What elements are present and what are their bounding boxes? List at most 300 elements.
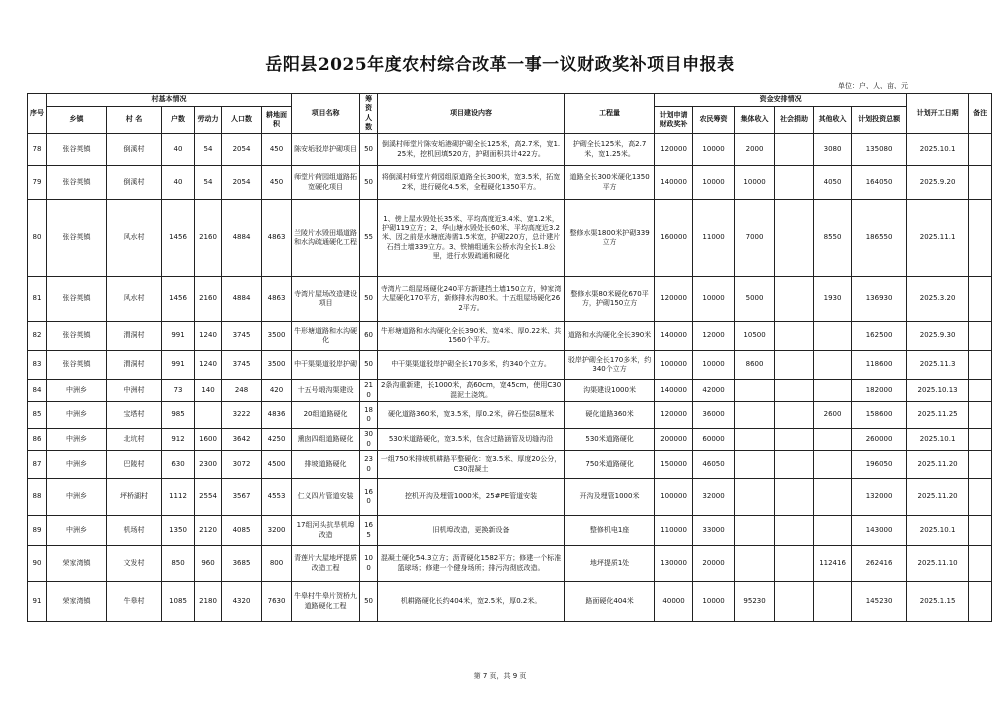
- cell-other: [814, 451, 852, 479]
- cell-content: 将倒溪村师堂片荷园组原道路全长300米，宽3.5米，拓宽2米，进行硬化4.5米，全程硬化1350平方。: [378, 166, 565, 200]
- cell-collective: 8600: [735, 351, 775, 380]
- cell-total: 164050: [852, 166, 907, 200]
- cell-labor: [195, 402, 222, 429]
- cell-note: [969, 546, 992, 582]
- cell-raised: 210: [360, 380, 378, 402]
- cell-quantity: 道路和水沟硬化全长390米: [565, 322, 655, 351]
- cell-raised: 50: [360, 277, 378, 322]
- cell-content: 1、傍上屋水毁处长35米、平均高度近3.4米、宽1.2米，护砌119立方；2、华山塘水毁处长60米、平均高度近3.2米、因之前是水塘底涛需1.5米宽，护砌220方，总计建片石挡土墙339立方。3、铁铺组通朱公桥水沟全长1.8公里，进行水毁疏通和硬化: [378, 200, 565, 277]
- cell-fiscal: 130000: [655, 546, 693, 582]
- header-labor: 劳动力: [195, 107, 222, 134]
- cell-households: 40: [162, 134, 195, 166]
- cell-quantity: 硬化道路360米: [565, 402, 655, 429]
- cell-seq: 91: [28, 582, 47, 622]
- cell-village: 牛皋村: [107, 582, 162, 622]
- cell-start-date: 2025.11.20: [907, 451, 969, 479]
- cell-labor: 1240: [195, 322, 222, 351]
- header-quantity: 工程量: [565, 94, 655, 134]
- cell-quantity: 路面硬化404米: [565, 582, 655, 622]
- cell-note: [969, 402, 992, 429]
- cell-quantity: 整修机电1座: [565, 516, 655, 546]
- cell-project-name: 排坡道路硬化: [292, 451, 360, 479]
- header-households: 户数: [162, 107, 195, 134]
- cell-households: 985: [162, 402, 195, 429]
- cell-donation: [775, 516, 814, 546]
- cell-seq: 88: [28, 479, 47, 516]
- cell-seq: 89: [28, 516, 47, 546]
- cell-fiscal: 100000: [655, 479, 693, 516]
- cell-village: 风水村: [107, 200, 162, 277]
- cell-fiscal: 100000: [655, 351, 693, 380]
- cell-seq: 78: [28, 134, 47, 166]
- cell-farmer: 46050: [693, 451, 735, 479]
- cell-start-date: 2025.11.3: [907, 351, 969, 380]
- header-farmland: 耕地面积: [262, 107, 292, 134]
- cell-town: 荣家湾镇: [47, 546, 107, 582]
- cell-labor: 2160: [195, 200, 222, 277]
- cell-population: 4884: [222, 277, 262, 322]
- cell-farmland: 3500: [262, 322, 292, 351]
- cell-collective: [735, 516, 775, 546]
- cell-other: [814, 516, 852, 546]
- cell-farmer: 10000: [693, 351, 735, 380]
- cell-total: 135080: [852, 134, 907, 166]
- cell-donation: [775, 200, 814, 277]
- cell-population: 3567: [222, 479, 262, 516]
- cell-project-name: 仁义四片管道安装: [292, 479, 360, 516]
- cell-collective: [735, 429, 775, 451]
- cell-town: 中洲乡: [47, 451, 107, 479]
- cell-labor: 2120: [195, 516, 222, 546]
- cell-content: 一组750米排坡机耕路平整硬化：宽3.5米、厚度20公分，C30混凝土: [378, 451, 565, 479]
- cell-total: 118600: [852, 351, 907, 380]
- cell-fiscal: 120000: [655, 134, 693, 166]
- unit-label: 单位：户、人、亩、元: [838, 82, 908, 90]
- cell-start-date: 2025.9.20: [907, 166, 969, 200]
- page-title: 岳阳县2025年度农村综合改革一事一议财政奖补项目申报表: [265, 55, 735, 75]
- cell-note: [969, 200, 992, 277]
- cell-population: 4884: [222, 200, 262, 277]
- table-row: [28, 546, 992, 582]
- cell-project-name: 青莲片大屋地坪提质改造工程: [292, 546, 360, 582]
- cell-project-name: 熏囱四组道路硬化: [292, 429, 360, 451]
- cell-content: 旧机埠改造，更换新设备: [378, 516, 565, 546]
- cell-farmland: 4836: [262, 402, 292, 429]
- cell-labor: 140: [195, 380, 222, 402]
- cell-seq: 86: [28, 429, 47, 451]
- cell-labor: 1240: [195, 351, 222, 380]
- header-population: 人口数: [222, 107, 262, 134]
- cell-town: 张谷英镇: [47, 200, 107, 277]
- cell-population: 2054: [222, 166, 262, 200]
- cell-total: 262416: [852, 546, 907, 582]
- cell-donation: [775, 582, 814, 622]
- cell-town: 张谷英镇: [47, 322, 107, 351]
- header-town: 乡镇: [47, 107, 107, 134]
- cell-start-date: 2025.11.1: [907, 200, 969, 277]
- table-row: [28, 380, 992, 402]
- cell-town: 荣家湾镇: [47, 582, 107, 622]
- cell-town: 中洲乡: [47, 402, 107, 429]
- cell-labor: 2300: [195, 451, 222, 479]
- cell-collective: 7000: [735, 200, 775, 277]
- cell-donation: [775, 479, 814, 516]
- cell-seq: 84: [28, 380, 47, 402]
- table-row: [28, 429, 992, 451]
- cell-total: 260000: [852, 429, 907, 451]
- page-footer: 第 7 页，共 9 页: [473, 672, 527, 680]
- cell-other: [814, 351, 852, 380]
- cell-note: [969, 380, 992, 402]
- cell-labor: 2180: [195, 582, 222, 622]
- cell-donation: [775, 380, 814, 402]
- cell-raised: 180: [360, 402, 378, 429]
- cell-seq: 82: [28, 322, 47, 351]
- cell-population: 3642: [222, 429, 262, 451]
- cell-collective: [735, 380, 775, 402]
- cell-project-name: 牛皋村牛皋片贺桥九道路硬化工程: [292, 582, 360, 622]
- cell-farmer: 11000: [693, 200, 735, 277]
- cell-donation: [775, 277, 814, 322]
- table-row: [28, 322, 992, 351]
- cell-population: 3072: [222, 451, 262, 479]
- cell-quantity: 整修水渠80米硬化670平方，护砌150立方: [565, 277, 655, 322]
- cell-village: 渭洞村: [107, 322, 162, 351]
- cell-farmland: 3500: [262, 351, 292, 380]
- cell-project-name: 寺湾片屋场改造建设项目: [292, 277, 360, 322]
- cell-donation: [775, 546, 814, 582]
- cell-households: 912: [162, 429, 195, 451]
- cell-total: 162500: [852, 322, 907, 351]
- cell-collective: [735, 479, 775, 516]
- cell-note: [969, 166, 992, 200]
- cell-raised: 50: [360, 351, 378, 380]
- cell-note: [969, 429, 992, 451]
- cell-seq: 79: [28, 166, 47, 200]
- header-seq: 序号: [28, 94, 47, 134]
- header-project-name: 项目名称: [292, 94, 360, 134]
- cell-farmer: 42000: [693, 380, 735, 402]
- cell-households: 1085: [162, 582, 195, 622]
- cell-population: 3222: [222, 402, 262, 429]
- cell-farmer: 10000: [693, 134, 735, 166]
- cell-other: 112416: [814, 546, 852, 582]
- table-row: [28, 582, 992, 622]
- cell-donation: [775, 402, 814, 429]
- cell-other: 8550: [814, 200, 852, 277]
- cell-town: 中洲乡: [47, 516, 107, 546]
- cell-raised: 160: [360, 479, 378, 516]
- cell-seq: 83: [28, 351, 47, 380]
- cell-quantity: 沟渠建设1000米: [565, 380, 655, 402]
- cell-quantity: 530米道路硬化: [565, 429, 655, 451]
- cell-farmland: 4863: [262, 200, 292, 277]
- cell-note: [969, 582, 992, 622]
- cell-town: 张谷英镇: [47, 277, 107, 322]
- cell-note: [969, 134, 992, 166]
- cell-village: 倒溪村: [107, 166, 162, 200]
- project-table: [27, 93, 992, 622]
- cell-town: 张谷英镇: [47, 351, 107, 380]
- cell-donation: [775, 322, 814, 351]
- cell-households: 991: [162, 322, 195, 351]
- cell-content: 硬化道路360米，宽3.5米，厚0.2米，碎石垫层8厘米: [378, 402, 565, 429]
- cell-seq: 80: [28, 200, 47, 277]
- cell-other: 2600: [814, 402, 852, 429]
- cell-raised: 165: [360, 516, 378, 546]
- cell-content: 机耕路硬化长约404米，宽2.5米，厚0.2米。: [378, 582, 565, 622]
- header-village-info: 村基本情况: [47, 94, 292, 107]
- cell-population: 248: [222, 380, 262, 402]
- cell-labor: 1600: [195, 429, 222, 451]
- cell-farmer: 10000: [693, 277, 735, 322]
- cell-seq: 87: [28, 451, 47, 479]
- cell-total: 186550: [852, 200, 907, 277]
- cell-village: 坪桥湖村: [107, 479, 162, 516]
- cell-labor: 54: [195, 166, 222, 200]
- table-row: [28, 479, 992, 516]
- cell-labor: 960: [195, 546, 222, 582]
- cell-note: [969, 516, 992, 546]
- cell-farmland: 3200: [262, 516, 292, 546]
- cell-village: 机场村: [107, 516, 162, 546]
- cell-village: 文发村: [107, 546, 162, 582]
- header-fiscal-reward: 计划申请财政奖补: [655, 107, 693, 134]
- cell-collective: 5000: [735, 277, 775, 322]
- cell-start-date: 2025.10.13: [907, 380, 969, 402]
- cell-town: 张谷英镇: [47, 134, 107, 166]
- cell-fiscal: 120000: [655, 277, 693, 322]
- cell-content: 寺湾片二组屋场硬化240平方新建挡土墙150立方，钟家湾大屋硬化170平方，新修排水沟80米。十五组屋场硬化262平方。: [378, 277, 565, 322]
- cell-population: 3685: [222, 546, 262, 582]
- cell-farmland: 800: [262, 546, 292, 582]
- header-funding: 资金安排情况: [655, 94, 907, 107]
- cell-population: 3745: [222, 322, 262, 351]
- cell-collective: [735, 451, 775, 479]
- cell-content: 挖机开沟及埋管1000米，25#PE管道安装: [378, 479, 565, 516]
- cell-farmland: 450: [262, 166, 292, 200]
- cell-note: [969, 351, 992, 380]
- table-row: [28, 134, 992, 166]
- cell-population: 2054: [222, 134, 262, 166]
- cell-project-name: 中干渠渠道驳岸护砌: [292, 351, 360, 380]
- cell-farmer: 10000: [693, 582, 735, 622]
- table-row: [28, 200, 992, 277]
- header-collective: 集体收入: [735, 107, 775, 134]
- header-donation: 社会捐助: [775, 107, 814, 134]
- cell-note: [969, 322, 992, 351]
- cell-donation: [775, 429, 814, 451]
- cell-other: [814, 479, 852, 516]
- table-row: [28, 277, 992, 322]
- cell-content: 2条沟重新建，长1000米，高60cm，宽45cm，使用C30混泥土浇筑。: [378, 380, 565, 402]
- cell-project-name: 师堂片荷园组道路拓宽硬化项目: [292, 166, 360, 200]
- cell-total: 182000: [852, 380, 907, 402]
- cell-content: 倒溪村师堂片陈安垢港砌护砌全长125米，高2.7米，宽1.25米，挖机回填520方，护砌面积共计422方。: [378, 134, 565, 166]
- cell-quantity: 开沟及埋管1000米: [565, 479, 655, 516]
- cell-households: 1350: [162, 516, 195, 546]
- cell-total: 158600: [852, 402, 907, 429]
- cell-donation: [775, 351, 814, 380]
- header-other: 其他收入: [814, 107, 852, 134]
- cell-farmer: 20000: [693, 546, 735, 582]
- cell-labor: 54: [195, 134, 222, 166]
- cell-other: 1930: [814, 277, 852, 322]
- header-village: 村 名: [107, 107, 162, 134]
- header-farmer-raise: 农民筹资: [693, 107, 735, 134]
- header-start-date: 计划开工日期: [907, 94, 969, 134]
- cell-quantity: 750米道路硬化: [565, 451, 655, 479]
- cell-households: 1456: [162, 200, 195, 277]
- table-body: [28, 134, 992, 622]
- cell-collective: [735, 402, 775, 429]
- cell-farmland: 4553: [262, 479, 292, 516]
- cell-content: 混凝土硬化54.3立方；沥青硬化1582平方；修建一个标准篮球场；修建一个健身场所；排污沟彻底改造。: [378, 546, 565, 582]
- cell-village: 北坑村: [107, 429, 162, 451]
- table-row: [28, 351, 992, 380]
- cell-note: [969, 277, 992, 322]
- cell-total: 145230: [852, 582, 907, 622]
- cell-farmland: 7630: [262, 582, 292, 622]
- cell-total: 143000: [852, 516, 907, 546]
- table-row: [28, 451, 992, 479]
- cell-quantity: 地坪提质1处: [565, 546, 655, 582]
- cell-other: [814, 582, 852, 622]
- header-content: 项目建设内容: [378, 94, 565, 134]
- cell-other: [814, 322, 852, 351]
- cell-project-name: 兰陵片水毁田塌道路和水沟疏通硬化工程: [292, 200, 360, 277]
- cell-total: 196050: [852, 451, 907, 479]
- cell-other: [814, 380, 852, 402]
- cell-start-date: 2025.1.15: [907, 582, 969, 622]
- cell-households: 630: [162, 451, 195, 479]
- cell-population: 4320: [222, 582, 262, 622]
- cell-quantity: 护砌全长125米，高2.7米，宽1.25米。: [565, 134, 655, 166]
- cell-collective: 2000: [735, 134, 775, 166]
- cell-start-date: 2025.3.20: [907, 277, 969, 322]
- cell-start-date: 2025.10.1: [907, 134, 969, 166]
- cell-households: 1112: [162, 479, 195, 516]
- cell-project-name: 17组河头抗旱机埠改造: [292, 516, 360, 546]
- cell-raised: 300: [360, 429, 378, 451]
- cell-start-date: 2025.10.1: [907, 429, 969, 451]
- cell-fiscal: 150000: [655, 451, 693, 479]
- cell-fiscal: 140000: [655, 322, 693, 351]
- cell-fiscal: 140000: [655, 380, 693, 402]
- cell-village: 倒溪村: [107, 134, 162, 166]
- cell-labor: 2554: [195, 479, 222, 516]
- cell-start-date: 2025.10.1: [907, 516, 969, 546]
- cell-village: 中洲村: [107, 380, 162, 402]
- cell-farmland: 4250: [262, 429, 292, 451]
- cell-farmer: 36000: [693, 402, 735, 429]
- cell-start-date: 2025.11.10: [907, 546, 969, 582]
- cell-collective: 95230: [735, 582, 775, 622]
- cell-farmer: 33000: [693, 516, 735, 546]
- cell-total: 136930: [852, 277, 907, 322]
- cell-farmland: 4863: [262, 277, 292, 322]
- cell-quantity: 道路全长300米硬化1350平方: [565, 166, 655, 200]
- cell-content: 牛形塘道路和水沟硬化全长390米、宽4米、厚0.22米、共1560个平方。: [378, 322, 565, 351]
- cell-fiscal: 200000: [655, 429, 693, 451]
- cell-farmer: 12000: [693, 322, 735, 351]
- cell-town: 中洲乡: [47, 380, 107, 402]
- cell-town: 中洲乡: [47, 429, 107, 451]
- header-total: 计划投资总额: [852, 107, 907, 134]
- cell-raised: 100: [360, 546, 378, 582]
- cell-village: 渭洞村: [107, 351, 162, 380]
- cell-seq: 85: [28, 402, 47, 429]
- cell-raised: 50: [360, 166, 378, 200]
- cell-seq: 81: [28, 277, 47, 322]
- cell-project-name: 陈安垢驳岸护砌项目: [292, 134, 360, 166]
- cell-raised: 50: [360, 582, 378, 622]
- cell-village: 巴陵村: [107, 451, 162, 479]
- cell-start-date: 2025.9.30: [907, 322, 969, 351]
- cell-farmland: 4500: [262, 451, 292, 479]
- cell-farmland: 450: [262, 134, 292, 166]
- cell-fiscal: 140000: [655, 166, 693, 200]
- cell-households: 850: [162, 546, 195, 582]
- cell-content: 中干渠渠道驳岸护砌全长170多米，约340个立方。: [378, 351, 565, 380]
- cell-project-name: 十五号塅沟渠建设: [292, 380, 360, 402]
- cell-collective: [735, 546, 775, 582]
- cell-farmland: 420: [262, 380, 292, 402]
- cell-quantity: 驳岸护砌全长170多米，约340个立方: [565, 351, 655, 380]
- cell-town: 张谷英镇: [47, 166, 107, 200]
- cell-project-name: 20组道路硬化: [292, 402, 360, 429]
- cell-raised: 60: [360, 322, 378, 351]
- cell-households: 40: [162, 166, 195, 200]
- cell-fiscal: 110000: [655, 516, 693, 546]
- cell-village: 宝塔村: [107, 402, 162, 429]
- cell-raised: 50: [360, 134, 378, 166]
- cell-donation: [775, 166, 814, 200]
- cell-raised: 230: [360, 451, 378, 479]
- cell-town: 中洲乡: [47, 479, 107, 516]
- cell-seq: 90: [28, 546, 47, 582]
- cell-total: 132000: [852, 479, 907, 516]
- cell-note: [969, 479, 992, 516]
- cell-collective: 10000: [735, 166, 775, 200]
- cell-other: 3080: [814, 134, 852, 166]
- header-note: 备注: [969, 94, 992, 134]
- table-row: [28, 516, 992, 546]
- cell-start-date: 2025.11.25: [907, 402, 969, 429]
- cell-fiscal: 40000: [655, 582, 693, 622]
- table-row: [28, 166, 992, 200]
- cell-start-date: 2025.11.20: [907, 479, 969, 516]
- cell-other: [814, 429, 852, 451]
- cell-farmer: 32000: [693, 479, 735, 516]
- cell-fiscal: 120000: [655, 402, 693, 429]
- cell-fiscal: 160000: [655, 200, 693, 277]
- cell-collective: 10500: [735, 322, 775, 351]
- cell-donation: [775, 134, 814, 166]
- cell-households: 73: [162, 380, 195, 402]
- cell-households: 1456: [162, 277, 195, 322]
- table-row: [28, 402, 992, 429]
- cell-population: 4085: [222, 516, 262, 546]
- cell-raised: 55: [360, 200, 378, 277]
- cell-farmer: 60000: [693, 429, 735, 451]
- cell-project-name: 牛形塘道路和水沟硬化: [292, 322, 360, 351]
- cell-households: 991: [162, 351, 195, 380]
- header-raised-households: 筹资人数: [360, 94, 378, 134]
- cell-note: [969, 451, 992, 479]
- cell-farmer: 10000: [693, 166, 735, 200]
- cell-other: 4050: [814, 166, 852, 200]
